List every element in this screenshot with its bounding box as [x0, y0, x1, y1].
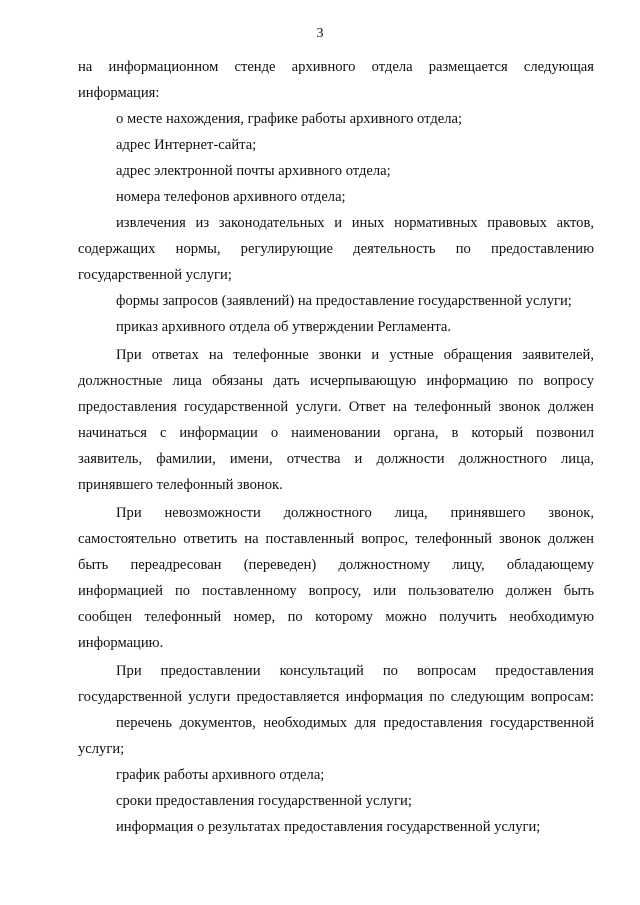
- text-line: график работы архивного отдела;: [116, 767, 325, 783]
- text-line: о месте нахождения, графике работы архивного отдела;: [116, 111, 463, 127]
- text-line: государственной услуги;: [78, 267, 232, 283]
- text-line: адрес Интернет-сайта;: [116, 137, 257, 153]
- text-line: принявшего телефонный звонок.: [78, 477, 283, 493]
- text-line: на информационном стенде архивного отдела размещается следующая: [78, 59, 594, 75]
- text-line: сообщен телефонный номер, по которому можно получить необходимую: [78, 609, 594, 625]
- text-line: перечень документов, необходимых для предоставления государственной: [116, 715, 594, 731]
- text-line: начинаться с информации о наименовании органа, в который позвонил: [78, 425, 594, 441]
- text-line: информация:: [78, 85, 160, 101]
- text-line: государственной услуги предоставляется информация по следующим вопросам:: [78, 689, 594, 705]
- page-number: 3: [316, 26, 324, 41]
- text-line: самостоятельно ответить на поставленный вопрос, телефонный звонок должен: [78, 531, 594, 547]
- text-line: информация о результатах предоставления государственной услуги;: [116, 819, 541, 835]
- text-line: услуги;: [78, 741, 125, 757]
- text-line: информацию.: [78, 635, 164, 651]
- text-line: При предоставлении консультаций по вопросам предоставления: [116, 663, 594, 679]
- text-line: сроки предоставления государственной услуги;: [116, 793, 412, 809]
- text-line: должностные лица обязаны дать исчерпывающую информацию по вопросу: [78, 373, 594, 389]
- text-line: формы запросов (заявлений) на предоставление государственной услуги;: [116, 293, 572, 309]
- text-line: быть переадресован (переведен) должностному лицу, обладающему: [78, 557, 594, 573]
- text-line: адрес электронной почты архивного отдела;: [116, 163, 391, 179]
- text-line: информацией по поставленному вопросу, или пользователю должен быть: [78, 583, 594, 599]
- text-line: При ответах на телефонные звонки и устные обращения заявителей,: [116, 347, 594, 363]
- text-line: содержащих нормы, регулирующие деятельность по предоставлению: [78, 241, 594, 257]
- text-line: При невозможности должностного лица, принявшего звонок,: [116, 505, 594, 521]
- text-line: извлечения из законодательных и иных нормативных правовых актов,: [116, 215, 594, 231]
- text-line: номера телефонов архивного отдела;: [116, 189, 346, 205]
- text-line: приказ архивного отдела об утверждении Регламента.: [116, 319, 452, 335]
- text-line: заявитель, фамилии, имени, отчества и должности должностного лица,: [78, 451, 594, 467]
- text-line: предоставления государственной услуги. Ответ на телефонный звонок должен: [78, 399, 594, 415]
